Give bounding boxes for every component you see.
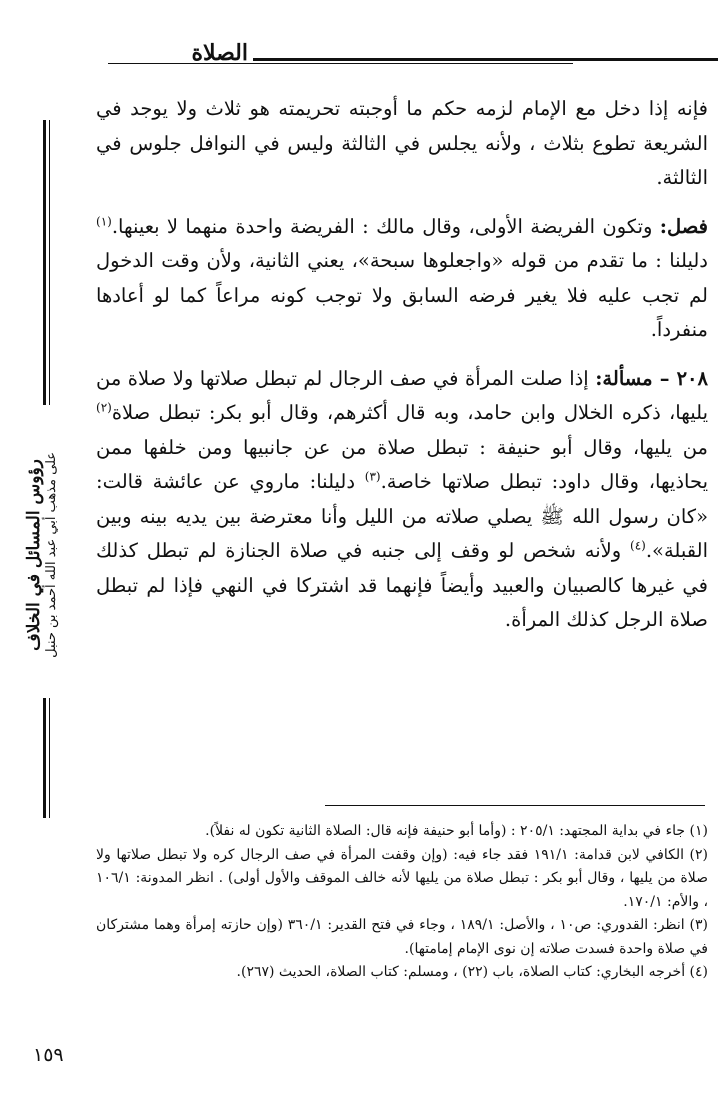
- issue-number: ٢٠٨ –: [659, 366, 708, 390]
- footnote-ref-3: (٣): [364, 469, 381, 484]
- side-title-line2: على مذهب أبي عبد الله أحمد بن حنبل: [43, 452, 59, 658]
- paragraph-1: فإنه إذا دخل مع الإمام لزمه حكم ما أوجبته تحريمته هو ثلاث ولا يوجد في الشريعة تطوع بثلاث ، ولأنه يجلس في الثالثة وليس في النوافل جلوس في الثالثة.: [96, 97, 708, 189]
- side-rule-bottom-thin: [49, 698, 50, 818]
- issue-label: مسألة:: [595, 366, 660, 390]
- running-header-title: الصلاة: [191, 40, 248, 66]
- paragraph-3-text-a: إذا صلت المرأة في صف الرجال لم تبطل صلاتها ولا صلاة من يليها، ذكره الخلال وابن حامد، وبه قال أكثرهم، وقال أبو بكر: تبطل صلاة: [96, 366, 708, 424]
- side-title-rotated: [24, 452, 59, 658]
- footnote-1: (١) جاء في بداية المجتهد: ٢٠٥/١ : (وأما أبو حنيفة فإنه قال: الصلاة الثانية تكون له نفلاً).: [205, 823, 708, 839]
- paragraph-3-text-b: من يليها، وقال أبو حنيفة : تبطل صلاة من عن جانبيها ومن خلفها ممن يحاذيها، وقال داود: تبطل صلاتها خاصة.: [96, 435, 708, 493]
- footnote-ref-4: (٤): [630, 538, 646, 553]
- page-number: ١٥٩: [33, 1044, 64, 1066]
- footnote-separator: [325, 805, 705, 806]
- footnotes: [96, 820, 708, 985]
- footnote-ref-2: (٢): [96, 400, 112, 415]
- footnote-ref-1: (١): [96, 214, 112, 228]
- paragraph-3-text-c: دليلنا: ماروي عن عائشة قالت: «كان رسول الله ﷺ يصلي صلاته من الليل وأنا معترضة بين يديه بينه وبين القبلة».: [96, 470, 708, 562]
- section-label-fasl: فصل:: [659, 214, 708, 238]
- paragraph-3: [96, 362, 708, 638]
- footnote-4: (٤) أخرجه البخاري: كتاب الصلاة، باب (٢٢) ، ومسلم: كتاب الصلاة، الحديث (٢٦٧).: [236, 964, 708, 980]
- side-rule-top-thin: [49, 120, 50, 405]
- header-rule-thin: [108, 63, 573, 64]
- side-rule-top: [43, 120, 46, 405]
- paragraph-2-text-b: دليلنا : ما تقدم من قوله «واجعلوها سبحة»، يعني الثانية، ولأن وقت الدخول لم تجب عليه فلا يغير فرضه السابق ولا توجب كونه مراعاً كما لو أعادها منفرداً.: [96, 249, 708, 341]
- paragraph-2: [96, 210, 708, 348]
- footnote-3: (٣) انظر: القدوري: ص١٠ ، والأصل: ١٨٩/١ ، وجاء في فتح القدير: ٣٦٠/١ (وإن حازته إمرأة وهما مشتركان في صلاة واحدة فسدت صلاته إن نوى الإمام إمامتها).: [96, 917, 709, 957]
- side-title-block: [10, 420, 72, 690]
- side-book-title: [6, 120, 76, 740]
- header-rule: [253, 58, 718, 61]
- paragraph-3-text-d: ولأنه شخص لو وقف إلى جنبه في صلاة الجنازة لم تبطل كذلك في غيرها كالصبيان والعبيد وأيضاً فإنهما قد اشتركا في النهي فإذا لم تبطل صلاة الرجل كذلك المرأة.: [96, 539, 708, 631]
- side-rule-bottom: [43, 698, 46, 818]
- paragraph-2-text-a: وتكون الفريضة الأولى، وقال مالك : الفريضة واحدة منهما لا بعينها.: [111, 214, 660, 238]
- footnote-2: (٢) الكافي لابن قدامة: ١٩١/١ فقد جاء فيه: (وإن وقفت المرأة في صف الرجال كره ولا تبطل صلاتها ولا صلاة من يليها ، وقال أبو بكر : تبطل صلاة من يليها لأنه خالف الموقف والأول أولى) . انظر المدونة: ١٠٦/١ ، والأم: ١٧٠/١.: [96, 846, 709, 910]
- main-text: [96, 92, 708, 652]
- running-header: [108, 40, 718, 70]
- side-title-line1: رؤوس المسائل في الخلاف: [23, 459, 44, 651]
